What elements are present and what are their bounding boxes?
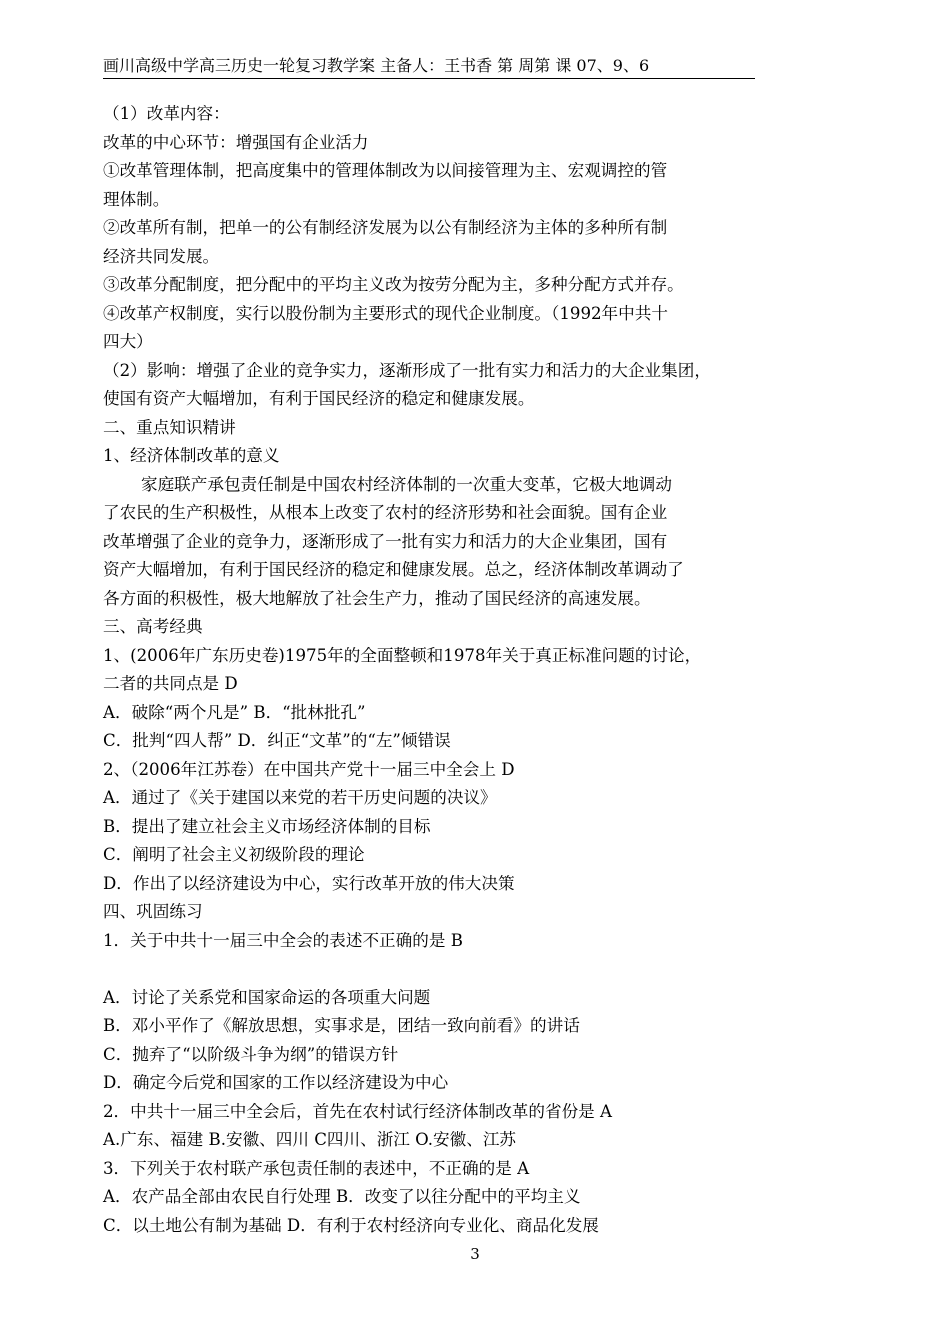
document-body: [103, 100, 765, 1240]
subsection-heading: 1、经济体制改革的意义: [103, 446, 280, 465]
answer-options: A．破除“两个凡是” B．“批林批孔”: [103, 702, 366, 722]
blank-line: [103, 955, 765, 984]
text-line: 四大）: [103, 332, 153, 351]
answer-option: D．作出了以经济建设为中心，实行改革开放的伟大决策: [103, 873, 515, 893]
answer-option: D．确定今后党和国家的工作以经济建设为中心: [103, 1073, 449, 1092]
section-heading: 二、重点知识精讲: [103, 417, 236, 437]
text-line: （1）改革内容：: [103, 104, 230, 123]
text-line: ④改革产权制度，实行以股份制为主要形式的现代企业制度。（1992年中共十: [103, 303, 668, 323]
text-line: 改革的中心环节：增强国有企业活力: [103, 132, 369, 152]
text-line: （2）影响：增强了企业的竞争实力，逐渐形成了一批有实力和活力的大企业集团，: [103, 360, 711, 380]
text-line: 理体制。: [103, 189, 170, 209]
text-line: ①改革管理体制，把高度集中的管理体制改为以间接管理为主、宏观调控的管: [103, 161, 668, 180]
page-number: 3: [470, 1245, 480, 1263]
answer-option: A．通过了《关于建国以来党的若干历史问题的决议》: [103, 788, 497, 807]
page-header: 画川高级中学高三历史一轮复习教学案 主备人：王书香 第 周第 课 07、9、6: [103, 56, 650, 75]
answer-options: A．农产品全部由农民自行处理 B．改变了以往分配中的平均主义: [103, 1187, 581, 1206]
text-line: 使国有资产大幅增加，有利于国民经济的稳定和健康发展。: [103, 389, 535, 408]
answer-options: C．以土地公有制为基础 D．有利于农村经济向专业化、商品化发展: [103, 1215, 599, 1235]
paragraph-line: 家庭联产承包责任制是中国农村经济体制的一次重大变革，它极大地调动: [141, 474, 672, 494]
answer-options: C．批判“四人帮” D．纠正“文革”的“左”倾错误: [103, 731, 451, 750]
header-rule: [103, 78, 755, 79]
answer-option: B．提出了建立社会主义市场经济体制的目标: [103, 816, 431, 836]
text-line: 经济共同发展。: [103, 246, 220, 266]
text-line: ③改革分配制度，把分配中的平均主义改为按劳分配为主，多种分配方式并存。: [103, 275, 684, 294]
question-stem: 1．关于中共十一届三中全会的表述不正确的是 B: [103, 930, 463, 950]
section-heading: 三、高考经典: [103, 617, 203, 636]
answer-options: A.广东、福建 B.安徽、四川 C四川、浙江 O.安徽、江苏: [103, 1130, 517, 1149]
paragraph-line: 了农民的生产积极性，从根本上改变了农村的经济形势和社会面貌。国有企业: [103, 503, 668, 522]
answer-option: C．抛弃了“以阶级斗争为纲”的错误方针: [103, 1044, 399, 1064]
question-stem: 1、(2006年广东历史卷)1975年的全面整顿和1978年关于真正标准问题的讨论，: [103, 645, 702, 665]
answer-option: A．讨论了关系党和国家命运的各项重大问题: [103, 987, 431, 1007]
paragraph-line: 改革增强了企业的竞争力，逐渐形成了一批有实力和活力的大企业集团，国有: [103, 531, 668, 551]
section-heading: 四、巩固练习: [103, 902, 203, 921]
text-line: ②改革所有制，把单一的公有制经济发展为以公有制经济为主体的多种所有制: [103, 218, 668, 237]
question-stem: 3．下列关于农村联产承包责任制的表述中，不正确的是 A: [103, 1158, 530, 1178]
answer-option: C．阐明了社会主义初级阶段的理论: [103, 845, 365, 864]
paragraph-line: 资产大幅增加，有利于国民经济的稳定和健康发展。总之，经济体制改革调动了: [103, 560, 684, 579]
question-stem: 2、（2006年江苏卷）在中国共产党十一届三中全会上 D: [103, 759, 515, 779]
question-stem: 2．中共十一届三中全会后，首先在农村试行经济体制改革的省份是 A: [103, 1101, 613, 1121]
paragraph-line: 各方面的积极性，极大地解放了社会生产力，推动了国民经济的高速发展。: [103, 588, 651, 608]
question-stem: 二者的共同点是 D: [103, 674, 238, 693]
answer-option: B．邓小平作了《解放思想，实事求是，团结一致向前看》的讲话: [103, 1016, 580, 1035]
